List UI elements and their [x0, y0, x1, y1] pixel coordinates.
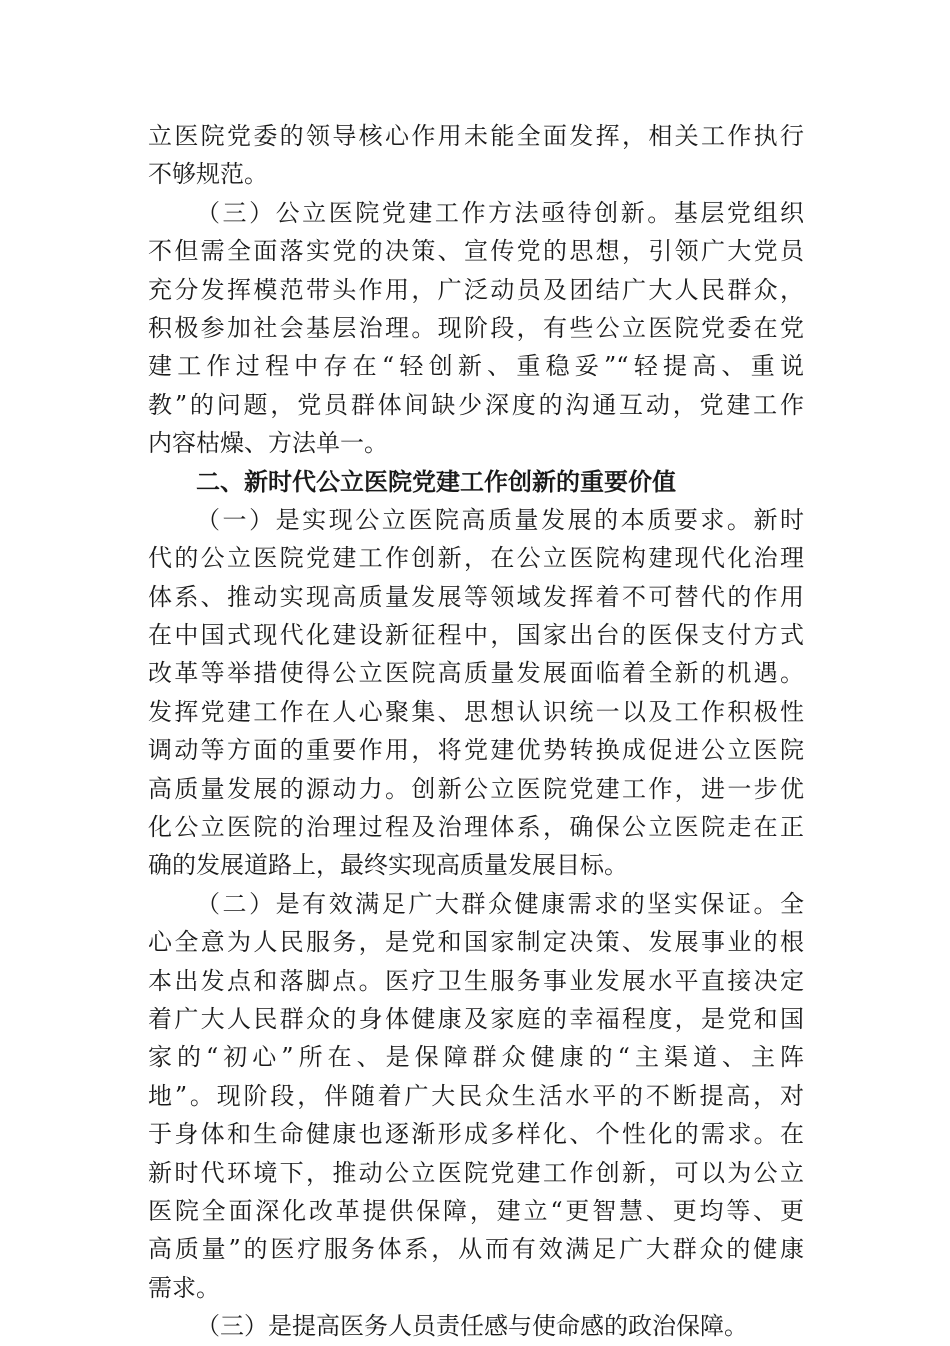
text-line: 积极参加社会基层治理。现阶段，有些公立医院党委在党: [148, 313, 804, 342]
text-line: 于身体和生命健康也逐渐形成多样化、个性化的需求。在: [148, 1120, 804, 1149]
text-line: 本出发点和落脚点。医疗卫生服务事业发展水平直接决定: [148, 966, 804, 995]
text-line: 化公立医院的治理过程及治理体系，确保公立医院走在正: [148, 813, 804, 842]
text-line: 发挥党建工作在人心聚集、思想认识统一以及工作积极性: [148, 697, 804, 726]
text-line: 医院全面深化改革提供保障，建立“更智慧、更均等、更: [148, 1196, 804, 1225]
text-line: 充分发挥模范带头作用，广泛动员及团结广大人民群众，: [148, 275, 804, 304]
text-line: 确的发展道路上，最终实现高质量发展目标。: [148, 851, 628, 880]
paragraph-start-line: （三）是提高医务人员责任感与使命感的政治保障。: [196, 1312, 748, 1341]
text-line: 立医院党委的领导核心作用未能全面发挥，相关工作执行: [148, 122, 804, 150]
text-line: 需求。: [148, 1273, 220, 1302]
text-line: 调动等方面的重要作用，将党建优势转换成促进公立医院: [148, 736, 804, 765]
paragraph-start-line: （二）是有效满足广大群众健康需求的坚实保证。全: [196, 889, 804, 918]
text-line: 不但需全面落实党的决策、宣传党的思想，引领广大党员: [148, 237, 804, 266]
paragraph-start-line: （三）公立医院党建工作方法亟待创新。基层党组织: [196, 198, 804, 227]
paragraph-start-line: （一）是实现公立医院高质量发展的本质要求。新时: [196, 505, 804, 534]
section-heading: 二、新时代公立医院党建工作创新的重要价值: [196, 467, 676, 496]
text-line: 教”的问题，党员群体间缺少深度的沟通互动，党建工作: [148, 390, 804, 419]
text-line: 在中国式现代化建设新征程中，国家出台的医保支付方式: [148, 621, 804, 650]
text-line: 家的“初心”所在、是保障群众健康的“主渠道、主阵: [148, 1043, 804, 1072]
text-line: 改革等举措使得公立医院高质量发展面临着全新的机遇。: [148, 659, 804, 688]
text-line: 高质量发展的源动力。创新公立医院党建工作，进一步优: [148, 774, 804, 803]
text-line: 不够规范。: [148, 160, 268, 189]
text-line: 新时代环境下，推动公立医院党建工作创新，可以为公立: [148, 1158, 804, 1187]
text-line: 体系、推动实现高质量发展等领域发挥着不可替代的作用: [148, 582, 804, 611]
document-body: [148, 117, 804, 1346]
text-line: 内容枯燥、方法单一。: [148, 429, 388, 458]
text-line: 地”。现阶段，伴随着广大民众生活水平的不断提高，对: [148, 1081, 804, 1110]
text-line: 代的公立医院党建工作创新，在公立医院构建现代化治理: [148, 544, 804, 573]
text-line: 着广大人民群众的身体健康及家庭的幸福程度，是党和国: [148, 1004, 804, 1033]
text-line: 高质量”的医疗服务体系，从而有效满足广大群众的健康: [148, 1235, 804, 1264]
text-line: 建工作过程中存在“轻创新、重稳妥”“轻提高、重说: [148, 352, 804, 381]
text-line: 心全意为人民服务，是党和国家制定决策、发展事业的根: [148, 928, 804, 957]
